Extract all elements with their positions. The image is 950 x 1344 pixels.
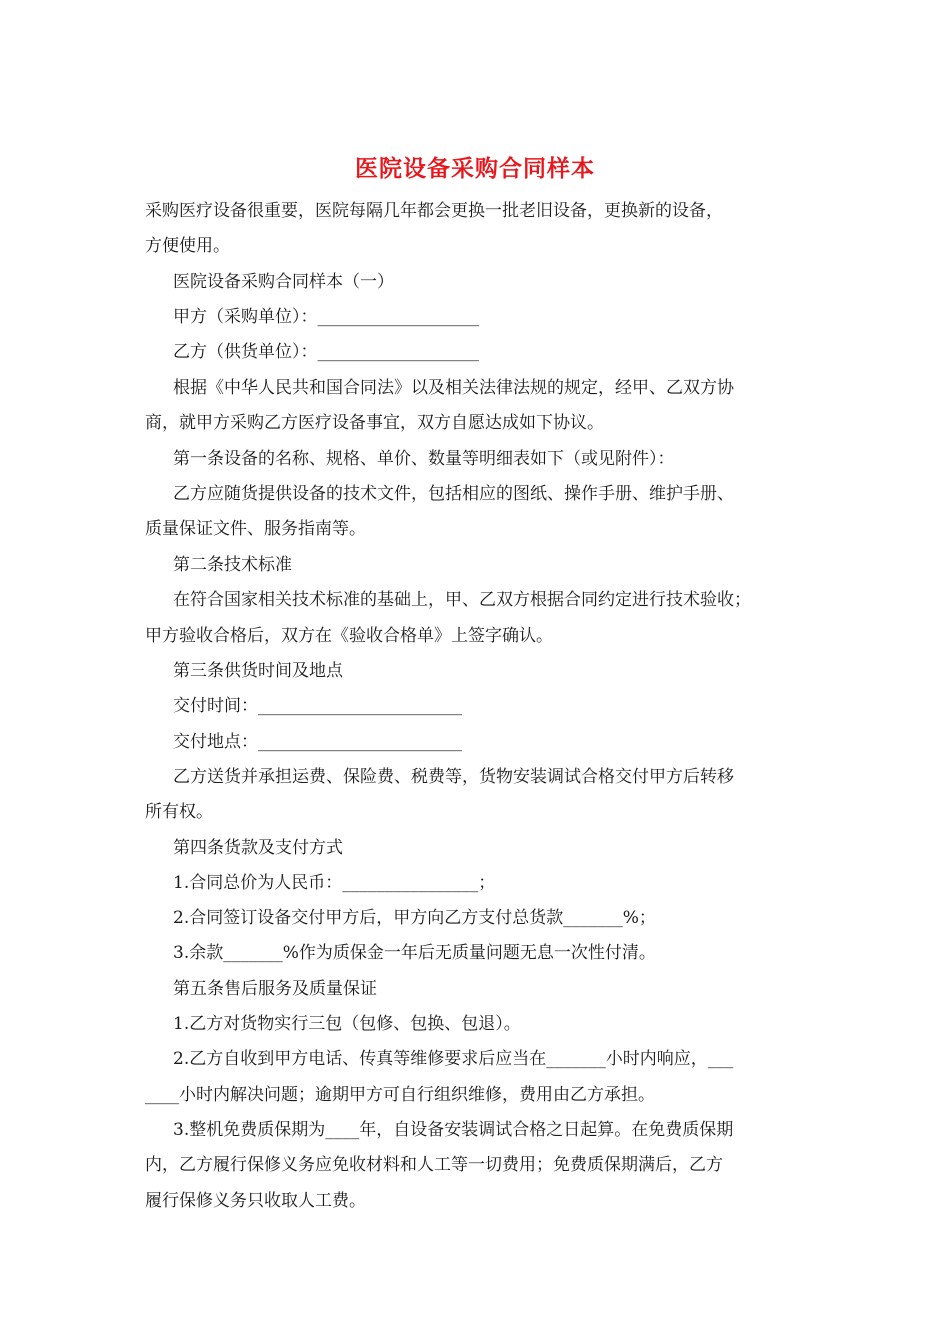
paragraph-line: ____小时内解决问题；逾期甲方可自行组织维修，费用由乙方承担。 (145, 1085, 655, 1105)
article-heading: 第四条货款及支付方式 (173, 838, 343, 858)
delivery-place-field: 交付地点：________________________ (173, 732, 462, 752)
paragraph-line: 方便使用。 (145, 236, 230, 256)
paragraph-line: 根据《中华人民共和国合同法》以及相关法律法规的规定，经甲、乙双方协 (173, 378, 734, 398)
section-heading: 医院设备采购合同样本（一） (173, 272, 394, 292)
delivery-time-field: 交付时间：________________________ (173, 696, 462, 716)
list-item: 2.乙方自收到甲方电话、传真等维修要求后应当在_______小时内响应，___ (173, 1049, 734, 1069)
article-heading: 第一条设备的名称、规格、单价、数量等明细表如下（或见附件）： (173, 449, 675, 469)
party-a-field: 甲方（采购单位）：___________________ (173, 307, 479, 327)
article-heading: 第二条技术标准 (173, 555, 292, 575)
party-b-field: 乙方（供货单位）：___________________ (173, 342, 479, 362)
paragraph-line: 采购医疗设备很重要，医院每隔几年都会更换一批老旧设备，更换新的设备， (145, 201, 723, 221)
paragraph-line: 乙方应随货提供设备的技术文件，包括相应的图纸、操作手册、维护手册、 (173, 484, 734, 504)
document-title: 医院设备采购合同样本 (355, 155, 595, 182)
paragraph-line: 所有权。 (145, 802, 213, 822)
article-heading: 第三条供货时间及地点 (173, 661, 343, 681)
paragraph-line: 商，就甲方采购乙方医疗设备事宜，双方自愿达成如下协议。 (145, 413, 604, 433)
list-item: 3.余款_______%作为质保金一年后无质量问题无息一次性付清。 (173, 943, 656, 963)
paragraph-line: 履行保修义务只收取人工费。 (145, 1191, 366, 1211)
paragraph-line: 甲方验收合格后，双方在《验收合格单》上签字确认。 (145, 626, 553, 646)
paragraph-line: 乙方送货并承担运费、保险费、税费等，货物安装调试合格交付甲方后转移 (173, 767, 734, 787)
paragraph-line: 在符合国家相关技术标准的基础上，甲、乙双方根据合同约定进行技术验收； (173, 590, 751, 610)
list-item: 1.合同总价为人民币：________________； (173, 873, 496, 893)
list-item: 2.合同签订设备交付甲方后，甲方向乙方支付总货款_______%； (173, 908, 656, 928)
list-item: 3.整机免费质保期为____年，自设备安装调试合格之日起算。在免费质保期 (173, 1120, 734, 1140)
paragraph-line: 质量保证文件、服务指南等。 (145, 519, 366, 539)
article-heading: 第五条售后服务及质量保证 (173, 979, 377, 999)
list-item: 1.乙方对货物实行三包（包修、包换、包退）。 (173, 1014, 521, 1034)
paragraph-line: 内，乙方履行保修义务应免收材料和人工等一切费用；免费质保期满后，乙方 (145, 1155, 723, 1175)
